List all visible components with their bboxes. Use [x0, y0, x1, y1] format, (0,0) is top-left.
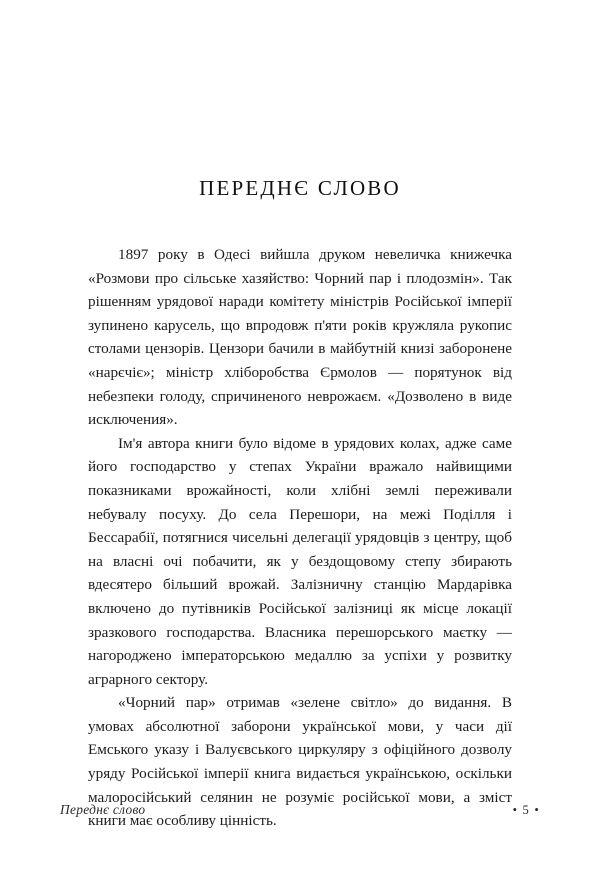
page-number: • 5 •: [512, 803, 540, 817]
page-title: ПЕРЕДНЄ СЛОВО: [199, 176, 401, 200]
page-footer: [60, 802, 540, 818]
running-head: Переднє слово: [60, 802, 146, 817]
paragraph: Ім'я автора книги було відоме в урядових колах, адже саме його господарство у степах України вражало найвищими показниками врожайності, коли хлібні землі переживали небувалу посуху. До села Перешори, на межі Поділля і Бессарабії, потягнися чисельні делегації урядовців з центру, щоб на власні очі побачити, як у бездощовому степу збирають вдесятеро більший врожай. Залізничну станцію Мардарівка включено до путівників Російської залізниці як місце локації зразкового господарства. Власника перешорського маєтку — нагороджено імператорською медаллю за успіхи у розвитку аграрного сектору.: [88, 434, 512, 688]
paragraph: «Чорний пар» отримав «зелене світло» до видання. В умовах абсолютної заборони української мови, у часи дії Емського указу і Валуєвського циркуляру з офіційного дозволу уряду Російської імперії книга видається українською, оскільки малоросійський селянин не розуміє російської мови, а зміст книги має особливу цінність.: [88, 694, 512, 830]
body-text: [88, 243, 512, 833]
paragraph: 1897 року в Одесі вийшла друком невеличка книжечка «Розмови про сільське хазяйство: Чорний пар і плодозмін». Так рішенням урядової наради комітету міністрів Російської імперії зупинено карусель, що впродовж п'яти років кружляла рукопис столами цензорів. Цензори бачили в майбутній книзі заборонене «нарєчіє»; міністр хліборобства Єрмолов — порятунок від небезпеки голоду, спричиненого неврожаєм. «Дозволено в виде исключения».: [88, 246, 512, 429]
